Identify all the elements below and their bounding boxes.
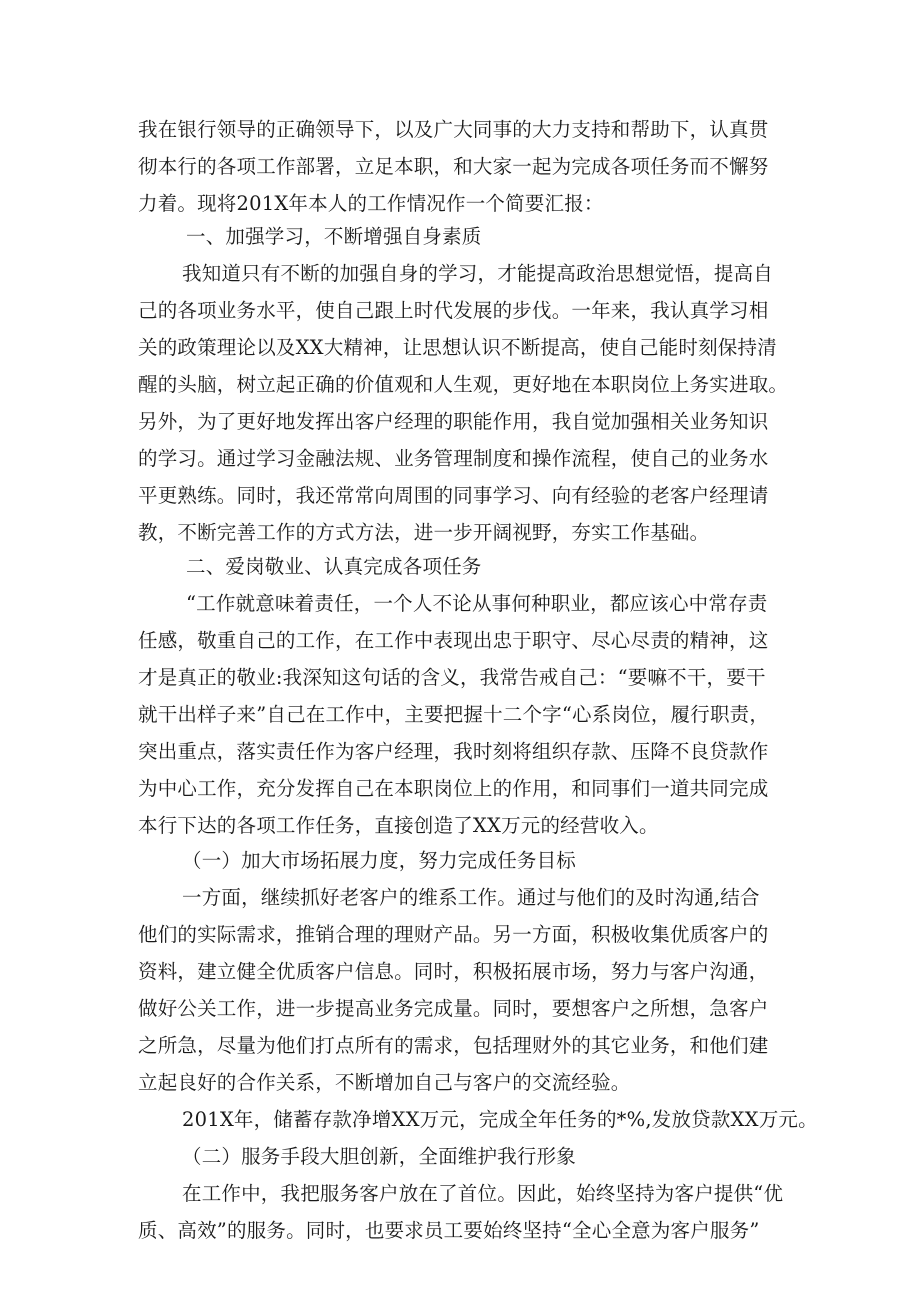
paragraph-line: 做好公关工作，进一步提高业务完成量。同时，要想客户之所想，急客户 <box>138 997 769 1020</box>
paragraph-line: “工作就意味着责任，一个人不论从事何种职业，都应该心中常存责 <box>186 592 768 615</box>
paragraph-line: 突出重点，落实责任作为客户经理，我时刻将组织存款、压降不良贷款作 <box>138 740 769 763</box>
subsection-heading: （二）服务手段大胆创新，全面维护我行形象 <box>182 1145 577 1168</box>
paragraph-line: 力着。现将201X年本人的工作情况作一个简要汇报： <box>138 192 604 215</box>
paragraph-line: 才是真正的敬业:我深知这句话的含义，我常告戒自己：“要嘛不干，要干 <box>138 666 766 689</box>
paragraph-line: 本行下达的各项工作任务，直接创造了XX万元的经营收入。 <box>138 814 659 837</box>
section-heading: 二、爱岗敬业、认真完成各项任务 <box>186 555 482 578</box>
paragraph-line: 就干出样子来”自己在工作中，主要把握十二个字“心系岗位，履行职责， <box>138 703 770 726</box>
paragraph-line: 他们的实际需求，推销合理的理财产品。另一方面，积极收集优质客户的 <box>138 923 769 946</box>
paragraph-line: 质、高效”的服务。同时，也要求员工要始终坚持“全心全意为客户服务” <box>138 1219 760 1242</box>
paragraph-line: 在工作中，我把服务客户放在了首位。因此，始终坚持为客户提供“优 <box>182 1182 784 1205</box>
paragraph-line: 我知道只有不断的加强自身的学习，才能提高政治思想觉悟，提高自 <box>182 262 774 285</box>
paragraph-line: 之所急，尽量为他们打点所有的需求，包括理财外的其它业务，和他们建 <box>138 1034 769 1057</box>
paragraph-line: 任感，敬重自己的工作，在工作中表现出忠于职守、尽心尽责的精神，这 <box>138 629 769 652</box>
paragraph-line: 一方面，继续抓好老客户的维系工作。通过与他们的及时沟通,结合 <box>182 886 760 909</box>
paragraph-line: 201X年，储蓄存款净增XX万元，完成全年任务的*%,发放贷款XX万元。 <box>182 1108 818 1131</box>
paragraph-line: 为中心工作，充分发挥自己在本职岗位上的作用，和同事们一道共同完成 <box>138 777 769 800</box>
section-heading: 一、加强学习，不断增强自身素质 <box>186 225 482 248</box>
paragraph-line: 资料，建立健全优质客户信息。同时，积极拓展市场，努力与客户沟通， <box>138 960 769 983</box>
subsection-heading: （一）加大市场拓展力度，努力完成任务目标 <box>182 849 577 872</box>
paragraph-line: 另外，为了更好地发挥出客户经理的职能作用，我自觉加强相关业务知识 <box>138 410 769 433</box>
paragraph-line: 彻本行的各项工作部署，立足本职，和大家一起为完成各项任务而不懈努 <box>138 155 769 178</box>
paragraph-line: 醒的头脑，树立起正确的价值观和人生观，更好地在本职岗位上务实进取。 <box>138 373 789 396</box>
paragraph-line: 关的政策理论以及XX大精神，让思想认识不断提高，使自己能时刻保持清 <box>138 336 777 359</box>
paragraph-line: 的学习。通过学习金融法规、业务管理制度和操作流程，使自己的业务水 <box>138 447 769 470</box>
paragraph-line: 己的各项业务水平，使自己跟上时代发展的步伐。一年来，我认真学习相 <box>138 299 769 322</box>
paragraph-line: 平更熟练。同时，我还常常向周围的同事学习、向有经验的老客户经理请 <box>138 484 769 507</box>
paragraph-line: 我在银行领导的正确领导下，以及广大同事的大力支持和帮助下，认真贯 <box>138 118 769 141</box>
paragraph-line: 立起良好的合作关系，不断增加自己与客户的交流经验。 <box>138 1071 631 1094</box>
paragraph-line: 教，不断完善工作的方式方法，进一步开阔视野，夯实工作基础。 <box>138 521 710 544</box>
